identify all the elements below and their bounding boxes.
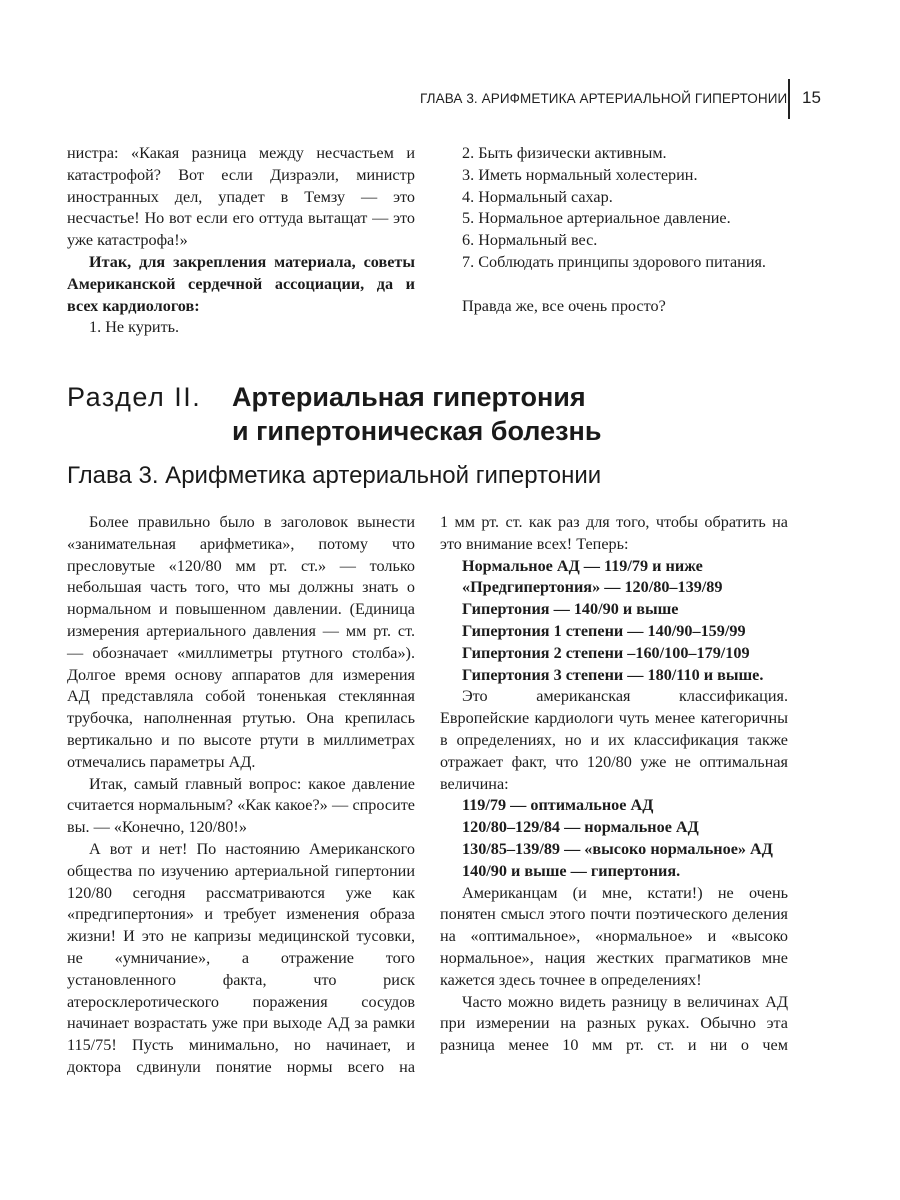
paragraph: Это американская классификация. Европейские кардиологи чуть менее категоричны в определениях, но и их классификация также отражает факт, что 120/80 уже не оптимальная величина: (440, 687, 788, 793)
section-title (232, 380, 672, 448)
paragraph: Часто можно видеть разницу в величинах АД при измерении на разных руках. Обычно эта разница менее 10 мм рт. ст. и ни о чем (440, 992, 788, 1055)
classification-item: Гипертония 3 степени — 180/110 и выше. (462, 665, 764, 684)
classification-item: Гипертония — 140/90 и выше (462, 600, 679, 619)
body-left-column (67, 512, 415, 1079)
paragraph: нистра: «Какая разница между несчастьем и катастрофой? Вот если Дизраэли, министр иностранных дел, упадет в Темзу — это несчастье! Но вот если его оттуда вытащат — это уже катастрофа!» (67, 144, 415, 250)
list-item: 7. Соблюдать принципы здорового питания. (462, 252, 766, 271)
classification-item: Гипертония 2 степени –160/100–179/109 (462, 643, 750, 662)
bold-paragraph: Итак, для закрепления материала, советы Американской сердечной ассоциации, да и всех кардиологов: (67, 252, 415, 315)
classification-item: «Предгипертония» — 120/80–139/89 (462, 578, 723, 597)
paragraph: 1 мм рт. ст. как раз для того, чтобы обратить на это внимание всех! Теперь: (440, 513, 788, 553)
classification-item: 119/79 — оптимальное АД (462, 796, 654, 815)
list-item: 3. Иметь нормальный холестерин. (462, 165, 698, 184)
chapter-title: Глава 3. Арифметика артериальной гипертонии (67, 462, 602, 489)
list-item: 4. Нормальный сахар. (462, 187, 613, 206)
page-number: 15 (802, 88, 821, 107)
paragraph: Американцам (и мне, кстати!) не очень понятен смысл этого почти поэтического деления на «оптимальное», «нормальное» и «высоко нормальное», нация жестких прагматиков мне кажется здесь точнее в определениях! (440, 883, 788, 989)
list-item: 5. Нормальное артериальное давление. (462, 209, 731, 228)
paragraph: Более правильно было в заголовок вынести «занимательная арифметика», потому что пресловутые «120/80 мм рт. ст.» — только небольшая часть того, что мы должны знать о нормальном и повышенном давлении. (Единица измерения артериального давления — мм рт. ст. — обозначает «миллиметры ртутного столба»). Долгое время основу аппаратов для измерения АД представляла собой тоненькая стеклянная трубочка, наполненная ртутью. Она крепилась вертикально и по высоте ртути в миллиметрах отмечались параметры АД. (67, 513, 415, 771)
paragraph: Правда же, все очень просто? (462, 296, 666, 315)
body-right-column (440, 512, 788, 1057)
list-item: 6. Нормальный вес. (462, 231, 598, 250)
top-right-column (440, 143, 788, 317)
top-left-column (67, 143, 415, 339)
classification-item: 120/80–129/84 — нормальное АД (462, 818, 699, 837)
paragraph: А вот и нет! По настоянию Американского общества по изучению артериальной гипертонии 120/80 сегодня рассматриваются уже как «предгипертония» и требует изменения образа жизни! И это не капризы медицинской тусовки, не «умничание», а отражение того установленного факта, что риск атеросклеротического поражения сосудов начинает возрастать уже при выходе АД за рамки 115/75! Пусть минимально, но начинает, и доктора сдвинули понятие нормы всего на (67, 839, 415, 1076)
header-divider (788, 79, 790, 119)
list-item: 2. Быть физически активным. (462, 144, 667, 162)
section-title-line-2: и гипертоническая болезнь (232, 416, 602, 446)
classification-item: Гипертония 1 степени — 140/90–159/99 (462, 621, 746, 640)
paragraph: Итак, самый главный вопрос: какое давление считается нормальным? «Как какое?» — спросите вы. — «Конечно, 120/80!» (67, 774, 415, 837)
list-item: 1. Не курить. (89, 318, 180, 337)
classification-item: Нормальное АД — 119/79 и ниже (462, 556, 703, 575)
classification-item: 130/85–139/89 — «высоко нормальное» АД (462, 839, 773, 858)
classification-item: 140/90 и выше — гипертония. (462, 861, 681, 880)
section-title-line-1: Артериальная гипертония (232, 382, 586, 412)
section-label: Раздел II. (67, 382, 202, 412)
running-head: ГЛАВА 3. АРИФМЕТИКА АРТЕРИАЛЬНОЙ ГИПЕРТОНИИ (420, 91, 788, 106)
